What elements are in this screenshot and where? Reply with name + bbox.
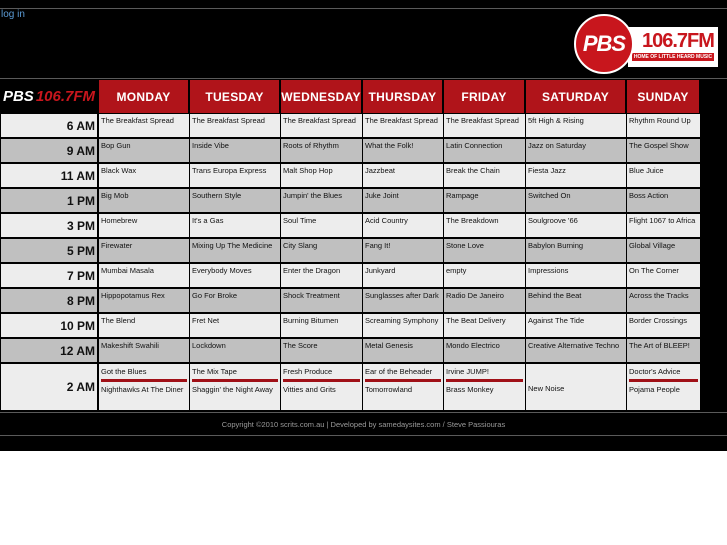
time-slot-label: 8 PM	[1, 289, 97, 314]
show-top[interactable]: Ear of the Beheader	[365, 367, 433, 376]
time-slot-label: 12 AM	[1, 339, 97, 364]
show-cell[interactable]: 5ft High & Rising	[525, 114, 626, 139]
show-cell[interactable]: Stone Love	[443, 239, 525, 264]
show-cell[interactable]: Break the Chain	[443, 164, 525, 189]
show-cell[interactable]: Acid Country	[362, 214, 443, 239]
footer-copyright: Copyright ©2010 scrits.com.au | Developed by samedaysites.com / Steve Passiouras	[221, 419, 506, 429]
show-cell[interactable]: Latin Connection	[443, 139, 525, 164]
time-slot-label: 1 PM	[1, 189, 97, 214]
show-cell[interactable]: Sunglasses after Dark	[362, 289, 443, 314]
show-cell[interactable]: empty	[443, 264, 525, 289]
show-cell[interactable]: Jazzbeat	[362, 164, 443, 189]
show-cell[interactable]: Homebrew	[98, 214, 189, 239]
show-top[interactable]: The Mix Tape	[192, 367, 237, 376]
corner-station-label: PBS	[2, 88, 34, 105]
logo-mark: PBS	[574, 14, 634, 74]
day-header-tuesday: TUESDAY	[189, 80, 280, 113]
show-cell[interactable]: Firewater	[98, 239, 189, 264]
day-header-monday: MONDAY	[98, 80, 189, 113]
show-cell[interactable]: Screaming Symphony	[362, 314, 443, 339]
show-cell[interactable]: The Breakfast Spread	[280, 114, 362, 139]
day-header-wednesday: WEDNESDAY	[280, 80, 362, 113]
day-header-friday: FRIDAY	[443, 80, 525, 113]
day-header-saturday: SATURDAY	[525, 80, 626, 113]
grid-corner-logo	[1, 80, 97, 113]
show-cell[interactable]: Rhythm Round Up	[626, 114, 700, 139]
show-cell[interactable]: Southern Style	[189, 189, 280, 214]
show-cell[interactable]: The Breakfast Spread	[443, 114, 525, 139]
login-link[interactable]: log in	[1, 9, 25, 20]
show-bottom[interactable]: Pojama People	[629, 379, 698, 394]
time-slot-label: 7 PM	[1, 264, 97, 289]
show-cell[interactable]: Switched On	[525, 189, 626, 214]
time-slot-label: 6 AM	[1, 114, 97, 139]
show-cell[interactable]: Rampage	[443, 189, 525, 214]
show-cell-split	[189, 364, 280, 412]
footer	[0, 412, 727, 436]
show-cell[interactable]: Metal Genesis	[362, 339, 443, 364]
show-cell[interactable]: Trans Europa Express	[189, 164, 280, 189]
show-top[interactable]: New Noise	[528, 384, 565, 393]
show-cell[interactable]: Junkyard	[362, 264, 443, 289]
show-cell[interactable]: Mumbai Masala	[98, 264, 189, 289]
show-cell[interactable]: Shock Treatment	[280, 289, 362, 314]
show-cell-split	[280, 364, 362, 412]
show-cell[interactable]: Jumpin' the Blues	[280, 189, 362, 214]
show-top[interactable]: Doctor's Advice	[629, 367, 681, 376]
show-cell[interactable]: Roots of Rhythm	[280, 139, 362, 164]
show-cell[interactable]: The Beat Delivery	[443, 314, 525, 339]
time-slot-label: 11 AM	[1, 164, 97, 189]
show-cell[interactable]: Fang It!	[362, 239, 443, 264]
day-header-sunday: SUNDAY	[626, 80, 700, 113]
show-bottom[interactable]: Vitties and Grits	[283, 379, 360, 394]
show-cell[interactable]: Enter the Dragon	[280, 264, 362, 289]
show-cell-split	[98, 364, 189, 412]
show-cell[interactable]: City Slang	[280, 239, 362, 264]
show-cell[interactable]: Blue Juice	[626, 164, 700, 189]
show-cell[interactable]: Babylon Burning	[525, 239, 626, 264]
time-slot-label: 10 PM	[1, 314, 97, 339]
show-cell[interactable]: Soulgroove '66	[525, 214, 626, 239]
show-cell[interactable]: Radio De Janeiro	[443, 289, 525, 314]
show-cell[interactable]: Black Wax	[98, 164, 189, 189]
show-cell[interactable]: The Gospel Show	[626, 139, 700, 164]
show-cell[interactable]: Hippopotamus Rex	[98, 289, 189, 314]
show-cell[interactable]: Global Village	[626, 239, 700, 264]
show-cell[interactable]: Inside Vibe	[189, 139, 280, 164]
logo-tagline: HOME OF LITTLE HEARD MUSIC	[633, 54, 713, 60]
show-cell[interactable]: Mixing Up The Medicine	[189, 239, 280, 264]
show-top[interactable]: Got the Blues	[101, 367, 147, 376]
show-top[interactable]: Irvine JUMP!	[446, 367, 489, 376]
show-cell[interactable]: Impressions	[525, 264, 626, 289]
time-slot-label: 2 AM	[1, 364, 97, 412]
show-cell[interactable]: Border Crossings	[626, 314, 700, 339]
show-bottom[interactable]: Brass Monkey	[446, 379, 523, 394]
time-slot-label: 9 AM	[1, 139, 97, 164]
show-cell[interactable]: On The Corner	[626, 264, 700, 289]
top-divider	[0, 8, 727, 9]
show-cell[interactable]: The Breakfast Spread	[362, 114, 443, 139]
show-cell-split	[525, 364, 626, 412]
show-cell[interactable]: Boss Action	[626, 189, 700, 214]
show-cell[interactable]: The Blend	[98, 314, 189, 339]
time-slot-label: 3 PM	[1, 214, 97, 239]
show-cell[interactable]: What the Folk!	[362, 139, 443, 164]
show-cell[interactable]: Soul Time	[280, 214, 362, 239]
show-cell[interactable]: Malt Shop Hop	[280, 164, 362, 189]
show-cell[interactable]: Fret Net	[189, 314, 280, 339]
show-cell[interactable]: Jazz on Saturday	[525, 139, 626, 164]
show-cell[interactable]: Bop Gun	[98, 139, 189, 164]
show-cell[interactable]: Against The Tide	[525, 314, 626, 339]
corner-fm-label: 106.7FM	[35, 88, 96, 105]
station-logo[interactable]	[574, 14, 720, 74]
show-cell[interactable]: The Score	[280, 339, 362, 364]
grid-top-divider	[0, 78, 727, 79]
show-cell[interactable]: Everybody Moves	[189, 264, 280, 289]
show-cell[interactable]: Lockdown	[189, 339, 280, 364]
time-slot-label: 5 PM	[1, 239, 97, 264]
show-cell[interactable]: Across the Tracks	[626, 289, 700, 314]
show-cell[interactable]: Creative Alternative Techno	[525, 339, 626, 364]
show-top[interactable]: Fresh Produce	[283, 367, 333, 376]
show-cell[interactable]: Juke Joint	[362, 189, 443, 214]
show-cell[interactable]: Burning Bitumen	[280, 314, 362, 339]
show-cell[interactable]: The Breakfast Spread	[189, 114, 280, 139]
day-header-thursday: THURSDAY	[362, 80, 443, 113]
show-bottom[interactable]: Tomorrowland	[365, 379, 441, 394]
show-cell[interactable]: It's a Gas	[189, 214, 280, 239]
logo-frequency-box	[628, 27, 718, 67]
show-cell[interactable]: The Art of BLEEP!	[626, 339, 700, 364]
show-cell[interactable]: Flight 1067 to Africa	[626, 214, 700, 239]
show-cell[interactable]: Big Mob	[98, 189, 189, 214]
show-cell[interactable]: Fiesta Jazz	[525, 164, 626, 189]
show-cell[interactable]: Go For Broke	[189, 289, 280, 314]
show-bottom[interactable]: Shaggin' the Night Away	[192, 379, 278, 394]
show-cell[interactable]: Makeshift Swahili	[98, 339, 189, 364]
show-cell[interactable]: Behind the Beat	[525, 289, 626, 314]
logo-frequency: 106.7FM	[642, 30, 714, 52]
show-cell[interactable]: The Breakfast Spread	[98, 114, 189, 139]
show-cell-split	[626, 364, 700, 412]
show-bottom[interactable]: Nighthawks At The Diner	[101, 379, 187, 394]
show-cell[interactable]: Mondo Electrico	[443, 339, 525, 364]
show-cell[interactable]: The Breakdown	[443, 214, 525, 239]
show-cell-split	[362, 364, 443, 412]
show-cell-split	[443, 364, 525, 412]
